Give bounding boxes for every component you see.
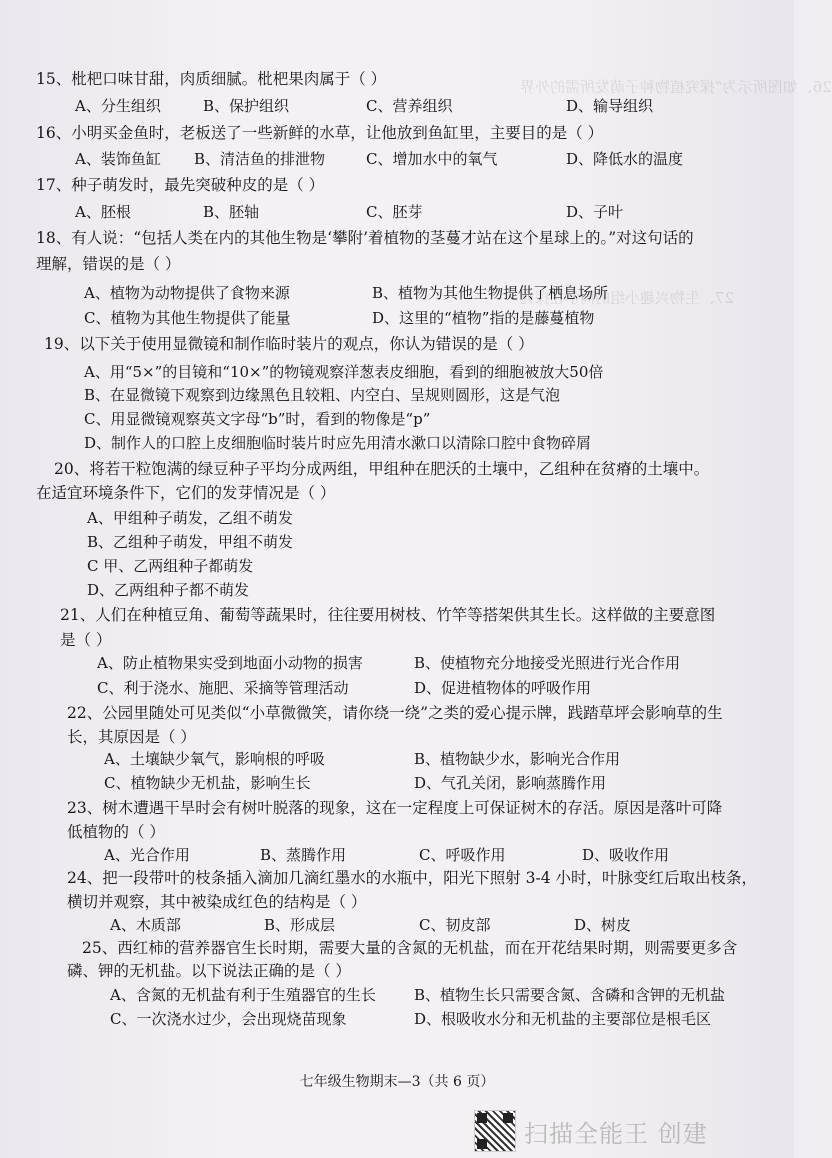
q19-option-b: B、在显微镜下观察到边缘黑色且较粗、内空白、呈规则圆形，这是气泡: [84, 386, 561, 404]
q23-option-a: A、光合作用: [104, 846, 190, 864]
question-20-stem-cont: 在适宜环境条件下，它们的发芽情况是（ ）: [36, 484, 336, 502]
q22-option-c: C、植物缺少无机盐，影响生长: [104, 774, 311, 792]
question-17-stem: 17、种子萌发时，最先突破种皮的是（ ）: [36, 176, 325, 194]
page-footer: 七年级生物期末—3（共 6 页）: [299, 1074, 495, 1090]
q22-option-a: A、土壤缺少氧气，影响根的呼吸: [104, 750, 325, 768]
q15-option-d: D、输导组织: [566, 97, 654, 115]
q20-option-b: B、乙组种子萌发，甲组不萌发: [87, 533, 294, 551]
q21-option-b: B、使植物充分地接受光照进行光合作用: [414, 654, 681, 672]
scanner-brand-text: 扫描全能王 创建: [524, 1120, 708, 1148]
q18-option-b: B、植物为其他生物提供了栖息场所: [372, 284, 609, 302]
qr-code-icon: [474, 1110, 516, 1152]
question-25-stem: 25、西红柿的营养器官生长时期，需要大量的含氮的无机盐，而在开花结果时期，则需要更多含: [82, 939, 738, 957]
q18-option-d: D、这里的“植物”指的是藤蔓植物: [372, 309, 595, 327]
q22-option-b: B、植物缺少水，影响光合作用: [414, 750, 621, 768]
q21-option-a: A、防止植物果实受到地面小动物的损害: [97, 654, 363, 672]
q15-option-a: A、分生组织: [75, 97, 161, 115]
q25-option-a: A、含氮的无机盐有利于生殖器官的生长: [110, 986, 376, 1004]
q16-option-b: B、清洁鱼的排泄物: [194, 150, 326, 168]
question-15-stem: 15、枇杷口味甘甜，肉质细腻。枇杷果肉属于（ ）: [36, 70, 387, 88]
q20-option-a: A、甲组种子萌发，乙组不萌发: [87, 509, 293, 527]
q19-option-d: D、制作人的口腔上皮细胞临时装片时应先用清水漱口以清除口腔中食物碎屑: [84, 434, 592, 452]
bleed-through-text: 26、如图所示为“探究植物种子萌发所需的外界: [520, 78, 832, 96]
question-19-stem: 19、以下关于使用显微镜和制作临时装片的观点，你认为错误的是（ ）: [44, 335, 534, 353]
question-24-stem: 24、把一段带叶的枝条插入滴加几滴红墨水的水瓶中，阳光下照射 3-4 小时，叶脉变红后取出枝条，: [67, 869, 758, 887]
q22-option-d: D、气孔关闭，影响蒸腾作用: [414, 774, 607, 792]
q23-option-b: B、蒸腾作用: [260, 846, 347, 864]
question-24-stem-cont: 横切并观察，其中被染成红色的结构是（ ）: [67, 893, 367, 911]
question-18-stem: 18、有人说：“包括人类在内的其他生物是‘攀附’着植物的茎蔓才站在这个星球上的。”对这句话的: [36, 229, 694, 247]
q24-option-a: A、木质部: [110, 916, 181, 934]
q23-option-d: D、吸收作用: [582, 846, 670, 864]
scanner-watermark: [474, 1110, 774, 1150]
q16-option-d: D、降低水的温度: [566, 150, 684, 168]
q17-option-d: D、子叶: [566, 203, 624, 221]
question-23-stem: 23、树木遭遇干旱时会有树叶脱落的现象，这在一定程度上可保证树木的存活。原因是落叶可降: [67, 799, 723, 817]
q17-option-c: C、胚芽: [366, 203, 423, 221]
q19-option-c: C、用显微镜观察英文字母“b”时，看到的物像是“p”: [84, 410, 431, 428]
question-20-stem: 20、将若干粒饱满的绿豆种子平均分成两组，甲组种在肥沃的土壤中，乙组种在贫瘠的土壤中。: [54, 460, 710, 478]
q18-option-a: A、植物为动物提供了食物来源: [84, 284, 290, 302]
q18-option-c: C、植物为其他生物提供了能量: [84, 309, 291, 327]
question-16-stem: 16、小明买金鱼时，老板送了一些新鲜的水草，让他放到鱼缸里，主要目的是（ ）: [36, 124, 604, 142]
q20-option-d: D、乙两组种子都不萌发: [87, 581, 250, 599]
q19-option-a: A、用“5×”的目镜和“10×”的物镜观察洋葱表皮细胞，看到的细胞被放大50倍: [84, 363, 604, 381]
q16-option-c: C、增加水中的氧气: [366, 150, 498, 168]
q20-option-c: C 甲、乙两组种子都萌发: [87, 557, 254, 575]
q25-option-c: C、一次浇水过少，会出现烧苗现象: [110, 1010, 347, 1028]
question-22-stem-cont: 长，其原因是（ ）: [67, 728, 196, 746]
q21-option-d: D、促进植物体的呼吸作用: [414, 679, 592, 697]
q23-option-c: C、呼吸作用: [419, 846, 506, 864]
q15-option-b: B、保护组织: [203, 97, 290, 115]
question-21-stem-cont: 是（ ）: [60, 631, 112, 649]
question-23-stem-cont: 低植物的（ ）: [67, 823, 165, 841]
q17-option-a: A、胚根: [75, 203, 131, 221]
q16-option-a: A、装饰鱼缸: [75, 150, 161, 168]
q24-option-c: C、韧皮部: [419, 916, 491, 934]
question-21-stem: 21、人们在种植豆角、葡萄等蔬果时，往往要用树枝、竹竿等搭架供其生长。这样做的主要意图: [60, 606, 716, 624]
q21-option-c: C、利于浇水、施肥、采摘等管理活动: [97, 679, 349, 697]
q17-option-b: B、胚轴: [203, 203, 260, 221]
question-22-stem: 22、公园里随处可见类似“小草微微笑，请你绕一绕”之类的爱心提示牌，践踏草坪会影响草的生: [67, 704, 723, 722]
question-25-stem-cont: 磷、钾的无机盐。以下说法正确的是（ ）: [67, 962, 351, 980]
bleed-through-text: 27、生物兴趣小组的同学在探究: [520, 289, 735, 307]
q24-option-d: D、树皮: [574, 916, 632, 934]
q25-option-b: B、植物生长只需要含氮、含磷和含钾的无机盐: [414, 986, 726, 1004]
q15-option-c: C、营养组织: [366, 97, 453, 115]
q24-option-b: B、形成层: [264, 916, 336, 934]
q25-option-d: D、根吸收水分和无机盐的主要部位是根毛区: [414, 1010, 712, 1028]
question-18-stem-cont: 理解，错误的是（ ）: [36, 255, 181, 273]
